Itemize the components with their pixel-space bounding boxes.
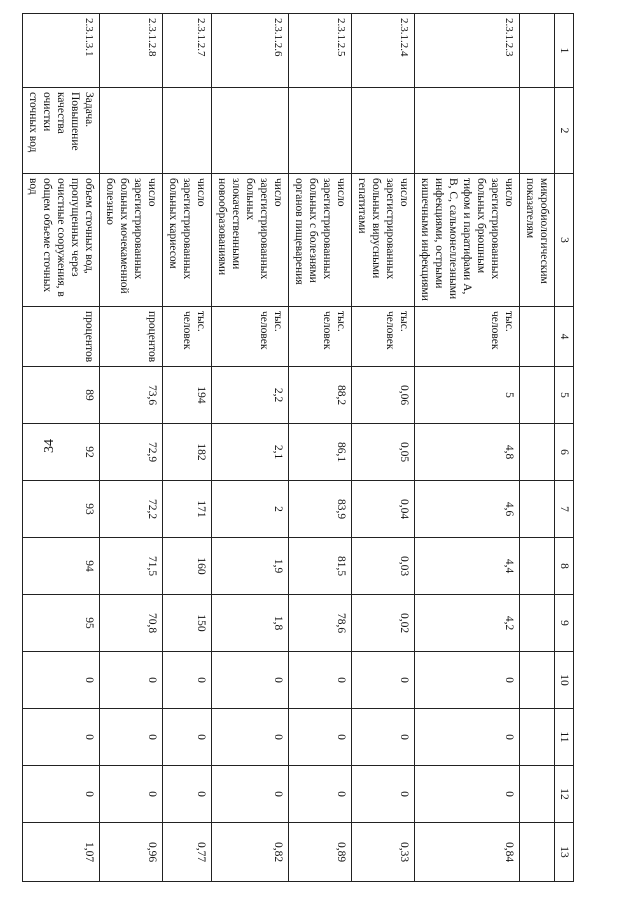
value-cell: 0 bbox=[289, 709, 352, 766]
value-cell: 4,6 bbox=[415, 481, 520, 538]
indicator-table bbox=[22, 13, 574, 882]
unit-cell: тыс. человек bbox=[212, 307, 289, 367]
task-cell: Задача. Повышение качества очистки сточных вод bbox=[23, 88, 100, 174]
table-row bbox=[289, 14, 352, 882]
value-cell: 83,9 bbox=[289, 481, 352, 538]
value-cell: 0,03 bbox=[352, 538, 415, 595]
unit-cell: процентов bbox=[100, 307, 163, 367]
table-row bbox=[415, 14, 520, 882]
value-cell: 2 bbox=[212, 481, 289, 538]
value-cell: 0 bbox=[289, 766, 352, 823]
code-cell: 2.3.1.2.3 bbox=[415, 14, 520, 88]
value-cell: 93 bbox=[23, 481, 100, 538]
indicator-name-cell: микробиологическим показателям bbox=[520, 174, 555, 307]
value-cell: 0,05 bbox=[352, 424, 415, 481]
column-header: 7 bbox=[555, 481, 574, 538]
unit-cell bbox=[520, 307, 555, 367]
value-cell: 94 bbox=[23, 538, 100, 595]
column-header: 13 bbox=[555, 823, 574, 882]
indicator-name-cell: число зарегистрированных больных брюшным тифом и паратифами А, В, С, сальмонеллезными инфекциями, острыми кишечными инфекциями bbox=[415, 174, 520, 307]
unit-cell: тыс. человек bbox=[415, 307, 520, 367]
value-cell: 0 bbox=[352, 766, 415, 823]
task-cell bbox=[415, 88, 520, 174]
column-header: 9 bbox=[555, 595, 574, 652]
unit-cell: тыс. человек bbox=[163, 307, 212, 367]
value-cell: 95 bbox=[23, 595, 100, 652]
value-cell: 0 bbox=[352, 709, 415, 766]
task-cell bbox=[289, 88, 352, 174]
value-cell: 2,1 bbox=[212, 424, 289, 481]
table-row bbox=[212, 14, 289, 882]
value-cell: 1,9 bbox=[212, 538, 289, 595]
value-cell: 0,04 bbox=[352, 481, 415, 538]
value-cell: 72,9 bbox=[100, 424, 163, 481]
value-cell: 150 bbox=[163, 595, 212, 652]
code-cell: 2.3.1.2.5 bbox=[289, 14, 352, 88]
value-cell: 4,2 bbox=[415, 595, 520, 652]
column-header: 10 bbox=[555, 652, 574, 709]
value-cell: 0 bbox=[23, 709, 100, 766]
value-cell: 0 bbox=[163, 652, 212, 709]
value-cell: 0,06 bbox=[352, 367, 415, 424]
value-cell: 0,84 bbox=[415, 823, 520, 882]
value-cell: 0 bbox=[212, 709, 289, 766]
value-cell: 89 bbox=[23, 367, 100, 424]
value-cell: 5 bbox=[415, 367, 520, 424]
indicator-name-cell: объем сточных вод, пропущенных через очистные сооружения, в общем объеме сточных вод bbox=[23, 174, 100, 307]
value-cell: 1,07 bbox=[23, 823, 100, 882]
value-cell: 0 bbox=[289, 652, 352, 709]
value-cell: 70,8 bbox=[100, 595, 163, 652]
value-cell: 0 bbox=[100, 652, 163, 709]
task-cell bbox=[100, 88, 163, 174]
task-cell bbox=[163, 88, 212, 174]
column-header: 3 bbox=[555, 174, 574, 307]
table-row bbox=[23, 14, 100, 882]
column-header: 4 bbox=[555, 307, 574, 367]
column-header: 1 bbox=[555, 14, 574, 88]
task-cell bbox=[352, 88, 415, 174]
code-cell: 2.3.1.2.7 bbox=[163, 14, 212, 88]
table-header bbox=[555, 14, 574, 882]
value-cell: 0 bbox=[100, 766, 163, 823]
code-cell: 2.3.1.2.6 bbox=[212, 14, 289, 88]
value-cell: 194 bbox=[163, 367, 212, 424]
value-cell: 0 bbox=[212, 766, 289, 823]
value-cell: 0 bbox=[100, 709, 163, 766]
column-header: 12 bbox=[555, 766, 574, 823]
value-cell: 4,4 bbox=[415, 538, 520, 595]
value-cell: 0 bbox=[163, 766, 212, 823]
value-cell: 160 bbox=[163, 538, 212, 595]
value-cell: 0 bbox=[23, 766, 100, 823]
value-cell: 0,96 bbox=[100, 823, 163, 882]
value-cell: 0,82 bbox=[212, 823, 289, 882]
code-cell: 2.3.1.2.8 bbox=[100, 14, 163, 88]
value-cell: 86,1 bbox=[289, 424, 352, 481]
indicator-name-cell: число зарегистрированных больных злокачественными новообразованиями bbox=[212, 174, 289, 307]
table-row-continuation bbox=[520, 14, 555, 882]
code-cell: 2.3.1.2.4 bbox=[352, 14, 415, 88]
value-cell: 2,2 bbox=[212, 367, 289, 424]
value-cell: 182 bbox=[163, 424, 212, 481]
column-header: 5 bbox=[555, 367, 574, 424]
value-cell: 0 bbox=[163, 709, 212, 766]
value-cell: 78,6 bbox=[289, 595, 352, 652]
table-row bbox=[100, 14, 163, 882]
value-cell: 0,02 bbox=[352, 595, 415, 652]
value-cell: 0 bbox=[23, 652, 100, 709]
value-cell: 1,8 bbox=[212, 595, 289, 652]
code-cell bbox=[520, 14, 555, 88]
table-row bbox=[163, 14, 212, 882]
value-cell: 4,8 bbox=[415, 424, 520, 481]
value-cell: 0 bbox=[352, 652, 415, 709]
rotated-table-container bbox=[27, 13, 574, 881]
code-cell: 2.3.1.3.1 bbox=[23, 14, 100, 88]
value-cell: 171 bbox=[163, 481, 212, 538]
value-cell: 71,5 bbox=[100, 538, 163, 595]
indicator-name-cell: число зарегистрированных больных мочекаменной болезнью bbox=[100, 174, 163, 307]
value-cell: 0 bbox=[212, 652, 289, 709]
unit-cell: тыс. человек bbox=[352, 307, 415, 367]
value-cell: 88,2 bbox=[289, 367, 352, 424]
table-row bbox=[352, 14, 415, 882]
value-cell: 72,2 bbox=[100, 481, 163, 538]
value-cell: 0,77 bbox=[163, 823, 212, 882]
value-cell: 0 bbox=[415, 709, 520, 766]
column-header: 11 bbox=[555, 709, 574, 766]
column-header: 6 bbox=[555, 424, 574, 481]
value-cell: 0,33 bbox=[352, 823, 415, 882]
value-cell: 0,89 bbox=[289, 823, 352, 882]
value-cell: 73,6 bbox=[100, 367, 163, 424]
task-cell bbox=[212, 88, 289, 174]
column-header: 8 bbox=[555, 538, 574, 595]
value-cell: 81,5 bbox=[289, 538, 352, 595]
unit-cell: тыс. человек bbox=[289, 307, 352, 367]
unit-cell: процентов bbox=[23, 307, 100, 367]
indicator-name-cell: число зарегистрированных больных кариесом bbox=[163, 174, 212, 307]
value-cell: 92 bbox=[23, 424, 100, 481]
page-number: 34 bbox=[42, 439, 57, 453]
indicator-name-cell: число зарегистрированных больных с болезнями органов пищеварения bbox=[289, 174, 352, 307]
column-header: 2 bbox=[555, 88, 574, 174]
value-cell: 0 bbox=[415, 766, 520, 823]
value-cell: 0 bbox=[415, 652, 520, 709]
task-cell bbox=[520, 88, 555, 174]
indicator-name-cell: число зарегистрированных больных вирусными гепатитами bbox=[352, 174, 415, 307]
